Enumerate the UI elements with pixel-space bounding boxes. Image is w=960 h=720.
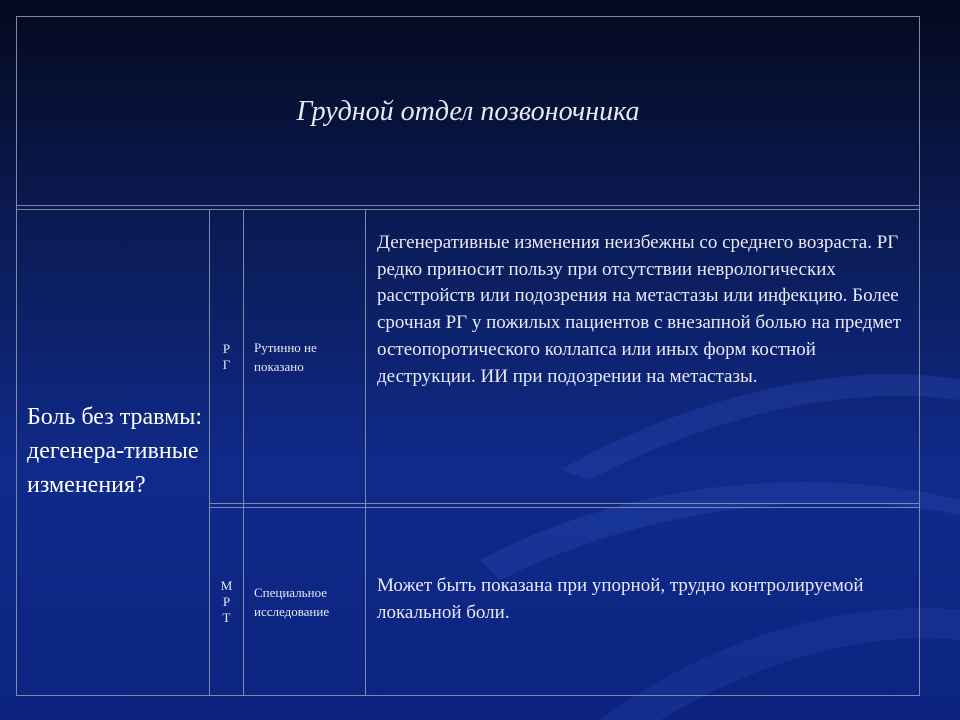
row-group-label-text: Боль без травмы: дегенера-тивные изменения? <box>27 404 203 498</box>
method-label: РГ <box>222 340 231 372</box>
row-group-label <box>17 207 210 695</box>
indication-text: Рутинно не показано <box>254 339 317 374</box>
description-cell-mrt <box>366 508 919 695</box>
description-text: Дегенеративные изменения неизбежны со среднего возраста. РГ редко приносит пользу при отсутствии неврологических расстройств или подозрения на метастазы или инфекцию. Более срочная РГ у пожилых пациентов с внезапной болью на предмет остеопоротического коллапса или иных форм костной деструкции. ИИ при подозрении на метастазы. <box>377 232 902 387</box>
row-divider <box>210 503 919 504</box>
indication-cell-mrt <box>244 508 365 695</box>
description-cell-rg <box>366 230 919 503</box>
method-cell-rg <box>210 210 243 503</box>
indication-text: Специальное исследование <box>254 584 330 619</box>
method-cell-mrt <box>210 508 243 695</box>
method-label: МРТ <box>220 577 233 625</box>
description-text: Может быть показана при упорной, трудно контролируемой локальной боли. <box>377 574 864 623</box>
slide-table <box>16 16 920 696</box>
slide-title: Грудной отдел позвоночника <box>296 96 640 127</box>
indication-cell-rg <box>244 210 365 503</box>
